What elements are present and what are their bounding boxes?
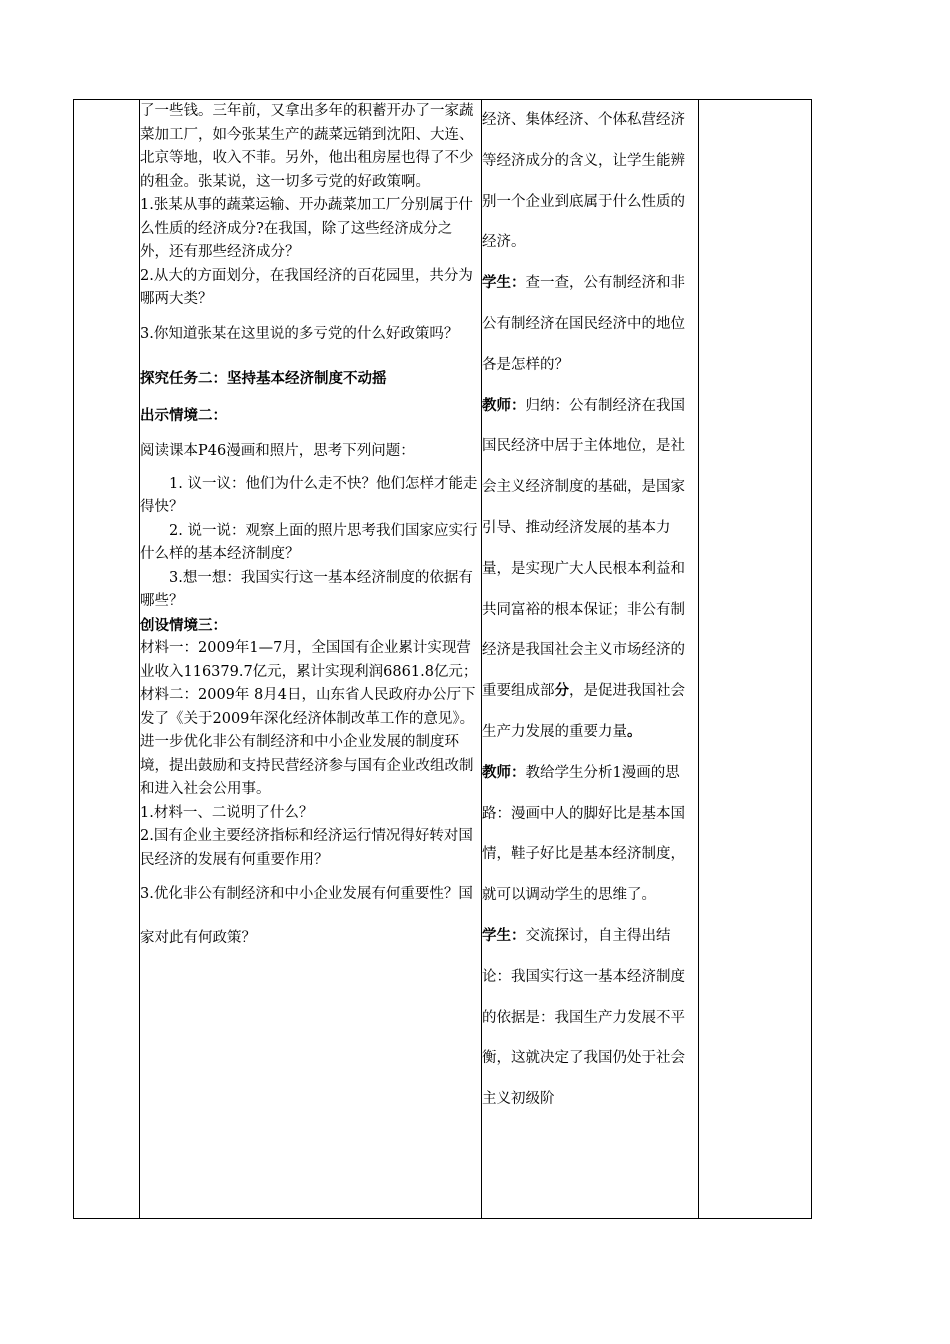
student-conclusion-text: 交流探讨，自主得出结论：我国实行这一基本经济制度的依据是：我国生产力发展不平衡，这就决定了我国仍处于社会主义初级阶 <box>482 927 685 1108</box>
teacher-summary-text: 归纳：公有制经济在我国国民经济中居于主体地位，是社会主义经济制度的基础，是国家引导、推动经济发展的基本力量，是实现广大人民根本利益和共同富裕的根本保证；非公有制经济是我国社会主义市场经济的重要组成部 <box>482 397 685 700</box>
material-2: 材料二：2009年 8月4日，山东省人民政府办公厅下发了《关于2009年深化经济体制改革工作的意见》。进一步优化非公有制经济和中小企业发展的制度环境，提出鼓励和支持民营经济参与国有企业改组改制和进入社会公用事。 <box>140 687 476 797</box>
teacher-label: 教师： <box>482 396 526 414</box>
scene-2-heading: 出示情境二： <box>140 406 227 424</box>
question-2: 2.从大的方面划分，在我国经济的百花园里，共分为哪两大类？ <box>140 267 473 307</box>
material-question-1: 1.材料一、二说明了什么？ <box>140 804 314 821</box>
task-2-heading: 探究任务二：坚持基本经济制度不动摇 <box>140 369 387 387</box>
material-question-2: 2.国有企业主要经济指标和经济运行情况得好转对国民经济的发展有何重要作用？ <box>140 828 473 868</box>
student-label: 学生： <box>482 274 526 292</box>
lesson-plan-table <box>73 99 812 1219</box>
teacher-summary-text-2: ，是促进我国社会生产力发展的重要力量 <box>482 683 685 740</box>
material-1: 材料一：2009年1—7月，全国国有企业累计实现营业收入116379.7亿元，累计实现利润6861.8亿元； <box>140 640 478 680</box>
first-column-cell <box>74 100 140 1219</box>
discussion-1: 1. 议一议：他们为什么走不快？他们怎样才能走得快？ <box>140 475 478 515</box>
scene-3-heading: 创设情境三： <box>140 616 227 634</box>
teacher-summary-bold-2: 。 <box>627 722 642 740</box>
last-column-cell <box>699 100 812 1219</box>
student-activity-text: 查一查，公有制经济和非公有制经济在国民经济中的地位各是怎样的？ <box>482 275 685 373</box>
material-question-3: 3.优化非公有制经济和中小企业发展有何重要性？国家对此有何政策？ <box>140 886 473 946</box>
discussion-3: 3.想一想：我国实行这一基本经济制度的依据有哪些？ <box>140 569 473 609</box>
teacher-activity-1 <box>482 386 698 753</box>
teacher-analysis-text: 教给学生分析1漫画的思路：漫画中人的脚好比是基本国情，鞋子好比是基本经济制度，就可以调动学生的思维了。 <box>482 764 685 904</box>
teacher-summary-bold: 分 <box>554 682 569 700</box>
student-label: 学生： <box>482 926 526 944</box>
teacher-label: 教师： <box>482 763 526 781</box>
activity-cell <box>482 100 699 1219</box>
question-3: 3.你知道张某在这里说的多亏党的什么好政策吗？ <box>140 325 459 342</box>
question-1: 1.张某从事的蔬菜运输、开办蔬菜加工厂分别属于什么性质的经济成分?在我国，除了这些经济成分之外，还有那些经济成分？ <box>140 197 473 260</box>
table-row <box>74 100 812 1219</box>
discussion-2: 2. 说一说：观察上面的照片思考我们国家应实行什么样的基本经济制度？ <box>140 522 478 562</box>
activity-intro: 经济、集体经济、个体私营经济等经济成分的含义，让学生能辨别一个企业到底属于什么性质的经济。 <box>482 112 685 251</box>
story-paragraph: 了一些钱。三年前，又拿出多年的积蓄开办了一家蔬菜加工厂，如今张某生产的蔬菜远销到沈阳、大连、北京等地，收入不菲。另外，他出租房屋也得了不少的租金。张某说，这一切多亏党的好政策啊。 <box>140 103 474 190</box>
teacher-activity-2 <box>482 753 698 916</box>
student-activity-2 <box>482 916 698 1120</box>
reading-instruction: 阅读课本P46漫画和照片，思考下列问题： <box>140 443 415 459</box>
student-activity-1 <box>482 263 698 385</box>
teaching-content-cell <box>140 100 482 1219</box>
